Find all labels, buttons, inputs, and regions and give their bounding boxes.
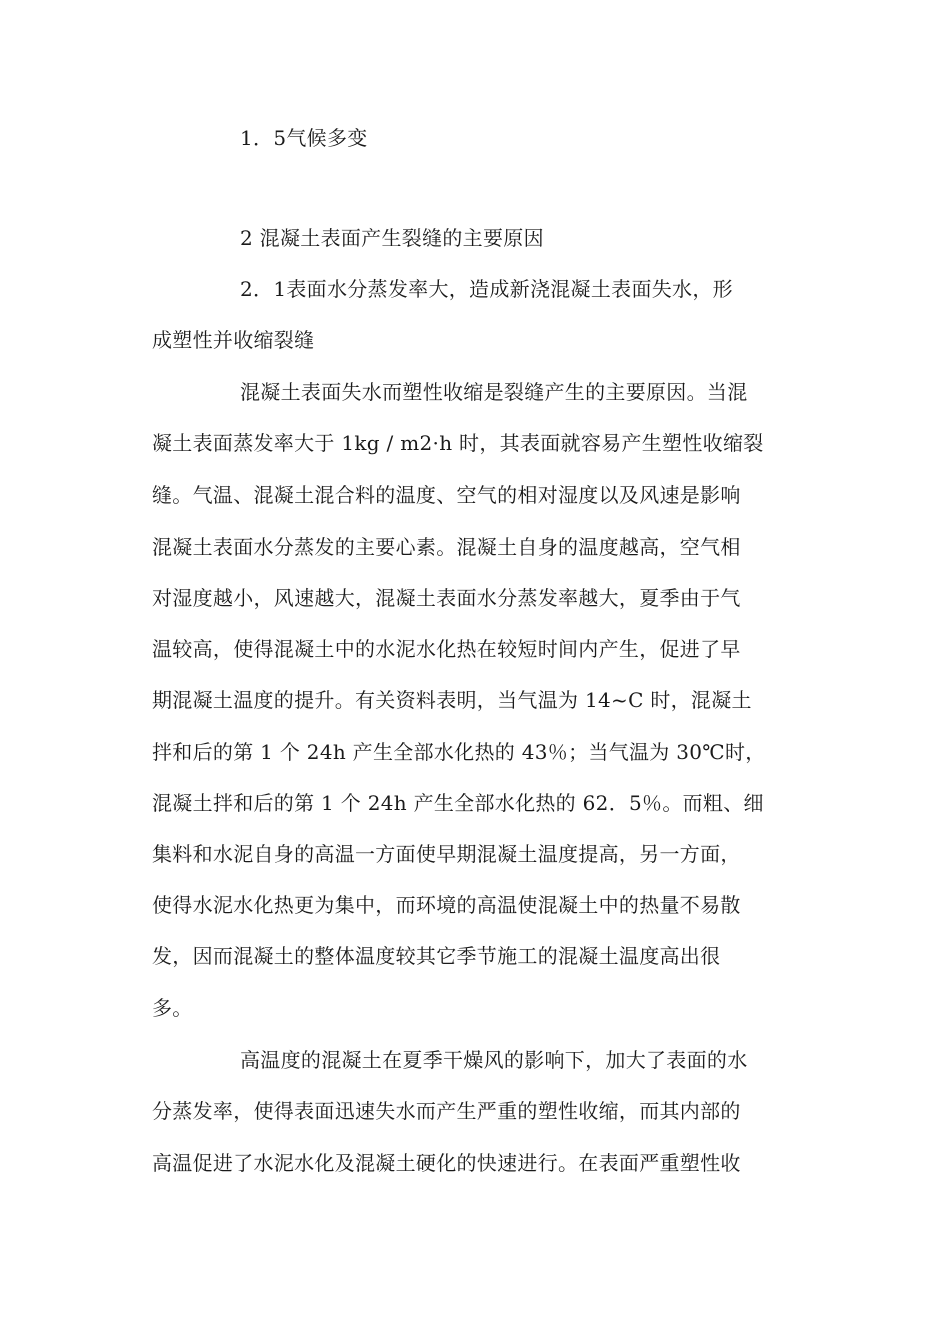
- paragraph-2-line: 高温促进了水泥水化及混凝土硬化的快速进行。在表面严重塑性收: [152, 1151, 741, 1175]
- paragraph-1-line: 温较高，使得混凝土中的水泥水化热在较短时间内产生，促进了早: [152, 637, 741, 661]
- paragraph-1-line: 发，因而混凝土的整体温度较其它季节施工的混凝土温度高出很: [152, 944, 721, 968]
- section-heading-2-1-line-2: 成塑性并收缩裂缝: [152, 328, 315, 352]
- paragraph-2-line: 分蒸发率，使得表面迅速失水而产生严重的塑性收缩，而其内部的: [152, 1099, 741, 1123]
- paragraph-1-line: 混凝土表面失水而塑性收缩是裂缝产生的主要原因。当混: [240, 380, 748, 404]
- paragraph-1-line: 期混凝土温度的提升。有关资料表明，当气温为 14~C 时，混凝土: [152, 688, 752, 712]
- paragraph-1-line: 对湿度越小，风速越大，混凝土表面水分蒸发率越大，夏季由于气: [152, 586, 741, 610]
- paragraph-1-line: 使得水泥水化热更为集中，而环境的高温使混凝土中的热量不易散: [152, 893, 741, 917]
- paragraph-1-line: 混凝土拌和后的第 1 个 24h 产生全部水化热的 62．5％。而粗、细: [152, 791, 764, 815]
- paragraph-1-line: 凝土表面蒸发率大于 1kg / m2·h 时，其表面就容易产生塑性收缩裂: [152, 431, 764, 455]
- paragraph-1-line: 拌和后的第 1 个 24h 产生全部水化热的 43％；当气温为 30℃时，: [152, 740, 766, 764]
- paragraph-1-line: 多。: [152, 996, 193, 1020]
- paragraph-1-line: 集料和水泥自身的高温一方面使早期混凝土温度提高，另一方面，: [152, 842, 741, 866]
- section-heading-2: 2 混凝土表面产生裂缝的主要原因: [240, 226, 544, 250]
- paragraph-2-line: 高温度的混凝土在夏季干燥风的影响下，加大了表面的水: [240, 1048, 748, 1072]
- paragraph-1-line: 混凝土表面水分蒸发的主要心素。混凝土自身的温度越高，空气相: [152, 535, 741, 559]
- paragraph-1-line: 缝。气温、混凝土混合料的温度、空气的相对湿度以及风速是影响: [152, 483, 741, 507]
- section-heading-1-5: 1．5气候多变: [240, 126, 368, 150]
- section-heading-2-1-line-1: 2．1表面水分蒸发率大，造成新浇混凝土表面失水，形: [240, 277, 733, 301]
